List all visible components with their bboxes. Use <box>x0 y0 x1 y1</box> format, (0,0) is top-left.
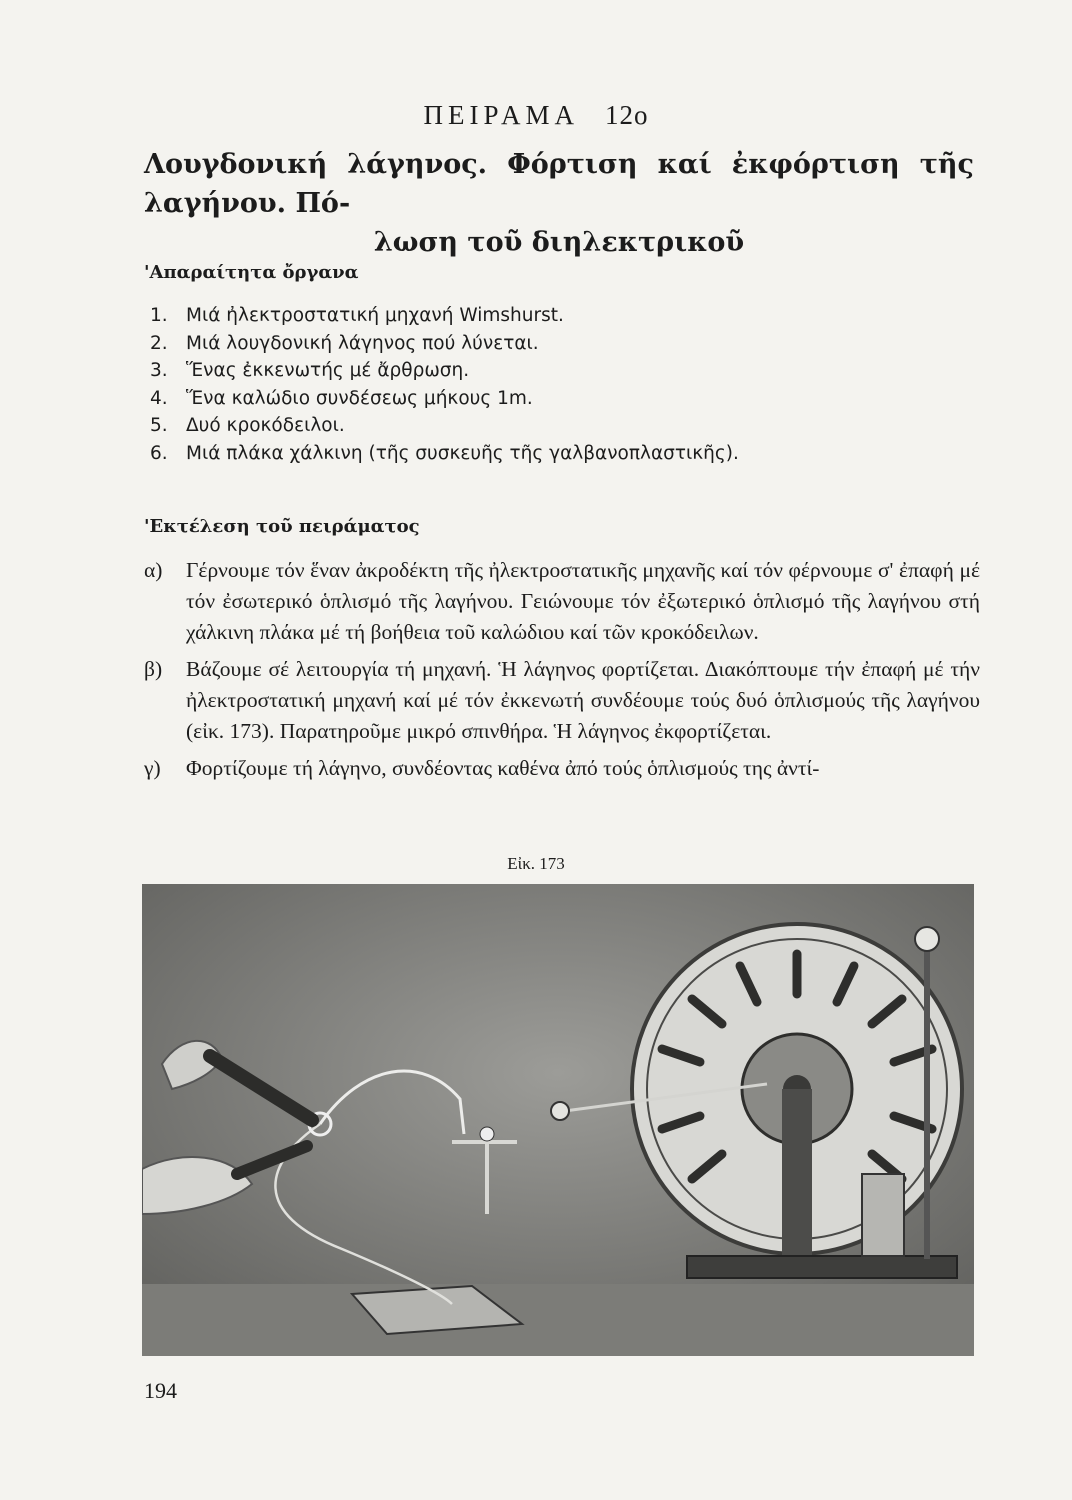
procedure-heading: 'Εκτέλεση τοῦ πειράματος <box>144 516 420 537</box>
list-item: 3. Ἕνας ἐκκενωτής μέ ἄρθρωση. <box>150 360 470 382</box>
table-surface <box>142 1284 974 1356</box>
instruments-list <box>150 302 739 468</box>
instruments-heading: 'Απαραίτητα ὄργανα <box>144 262 359 283</box>
list-item: 6. Μιά πλάκα χάλκινη (τῆς συσκευῆς τῆς γαλβανοπλαστικῆς). <box>150 442 739 464</box>
title-line-2: λωση τοῦ διηλεκτρικοῦ <box>373 227 745 258</box>
figure-photo-wimshurst-experiment <box>142 884 974 1356</box>
step-text: Γέρνουμε τόν ἕναν ἀκροδέκτη τῆς ἠλεκτροστατικῆς μηχανῆς καί τόν φέρνουμε σ' ἐπαφή μέ τόν ἐσωτερικό ὁπλισμό τῆς λαγήνου. Γειώνουμε τόν ἐξωτερικό ὁπλισμό τῆς λαγήνου στή χάλκινη πλάκα μέ τή βοήθεια τοῦ καλώδιου καί τῶν κροκόδειλων. <box>186 558 980 644</box>
list-item: 1. Μιά ἠλεκτροστατική μηχανή Wimshurst. <box>150 305 564 326</box>
figure-caption: Εἰκ. 173 <box>507 854 565 873</box>
running-head <box>0 100 1072 131</box>
page-number: 194 <box>144 1378 177 1403</box>
list-item: 5. Δυό κροκόδειλοι. <box>150 415 345 437</box>
procedure-step-c <box>140 753 980 784</box>
experiment-title <box>144 145 974 262</box>
list-item: 4. Ἕνα καλώδιο συνδέσεως μήκους 1m. <box>150 387 533 409</box>
step-text: Βάζουμε σέ λειτουργία τή μηχανή. Ἡ λάγηνος φορτίζεται. Διακόπτουμε τήν ἐπαφή μέ τήν ἠλεκτροστατική μηχανή καί μέ τόν ἐκκενωτή συνδέουμε τούς δυό ὁπλισμούς τῆς λαγήνου (εἰκ. 173). Παρατηροῦμε μικρό σπινθήρα. Ἡ λάγηνος ἐκφορτίζεται. <box>186 657 980 743</box>
step-marker: α) <box>144 558 163 582</box>
step-marker: γ) <box>144 756 161 780</box>
procedure-step-a <box>140 555 980 648</box>
running-head-label: ΠΕΙΡΑΜΑ <box>423 100 580 130</box>
step-marker: β) <box>144 657 163 681</box>
experiment-number: 12ο <box>605 100 649 130</box>
procedure-steps <box>140 555 980 790</box>
list-item: 2. Μιά λουγδονική λάγηνος πού λύνεται. <box>150 332 539 354</box>
title-line-1: Λουγδονική λάγηνος. Φόρτιση καί ἐκφόρτιση τῆς λαγήνου. Πό- <box>144 149 974 219</box>
step-text: Φορτίζουμε τή λάγηνο, συνδέοντας καθένα ἀπό τούς ὁπλισμούς της ἀντί- <box>186 756 820 780</box>
procedure-step-b <box>140 654 980 747</box>
